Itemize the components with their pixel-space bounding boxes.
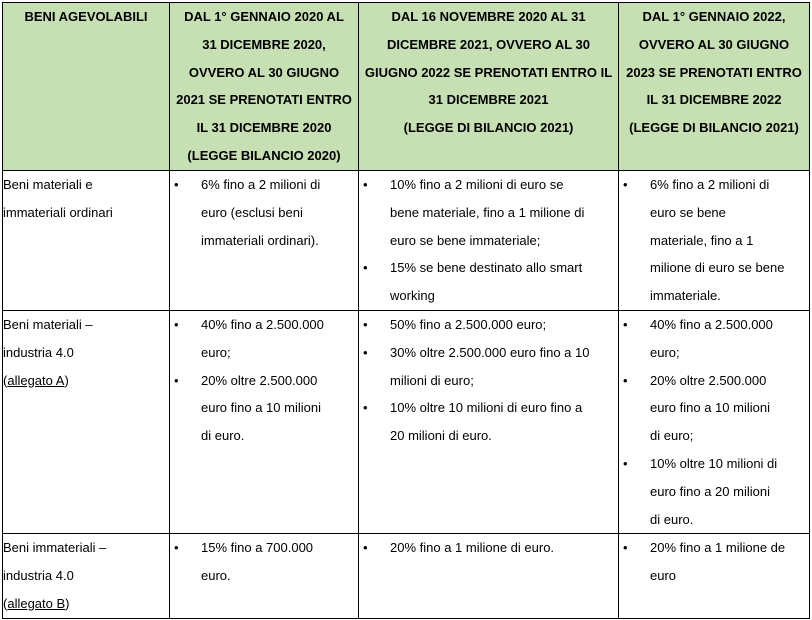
text-line: immateriali ordinari). [201, 232, 319, 248]
text-line: euro fino a 20 milioni [650, 483, 770, 499]
text-line: DAL 1° GENNAIO 2022, [642, 9, 786, 24]
text-line: Beni immateriali – [3, 540, 107, 556]
text-line: di euro. [201, 428, 245, 444]
text-line: DAL 1° GENNAIO 2020 AL [184, 9, 344, 24]
bullet-list [170, 534, 358, 590]
text-line: 6% fino a 2 milioni di [201, 177, 321, 192]
text-line: di euro; [650, 428, 694, 444]
text-line: euro fino a 10 milioni [201, 400, 321, 416]
incentives-table [2, 2, 810, 619]
bullet-list [359, 311, 618, 450]
allegato-link[interactable]: allegato B [7, 595, 66, 611]
text-line: 31 DICEMBRE 2020, [202, 36, 326, 52]
bullet-list [619, 534, 809, 590]
text-line: 10% oltre 10 milioni di [650, 455, 778, 471]
text-line: (LEGGE BILANCIO 2020) [187, 147, 341, 163]
cell-ordinari-2020 [170, 171, 359, 311]
cell-ordinari-2022 [619, 171, 810, 311]
bullet-item [170, 311, 358, 367]
text-line: industria 4.0 [3, 568, 74, 584]
bullet-item [619, 450, 809, 533]
bullet-item [359, 254, 618, 310]
cell-materiali-2021 [359, 310, 619, 533]
bullet-list [359, 534, 618, 562]
bullet-item [619, 311, 809, 367]
bullet-item [359, 171, 618, 254]
text-line: (LEGGE DI BILANCIO 2021) [629, 120, 799, 136]
header-row [3, 3, 810, 171]
text-line: immateriale. [650, 288, 721, 304]
text-line: milioni di euro; [390, 372, 474, 388]
text-line: 15% fino a 700.000 [201, 540, 314, 556]
row-label-immateriali-4-0 [3, 534, 170, 618]
text-line: 6% fino a 2 milioni di [650, 177, 770, 192]
text-line: Beni materiali – [3, 316, 93, 332]
text-line: euro [650, 568, 677, 584]
text-line: 10% oltre 10 milioni di euro fino a [390, 400, 583, 416]
text-line: 15% se bene destinato allo smart [390, 260, 583, 276]
text-line: 31 DICEMBRE 2021 [428, 92, 549, 108]
text-line: materiale, fino a 1 [650, 232, 754, 248]
text-line: 10% fino a 2 milioni di euro se [390, 177, 564, 192]
text-line: bene materiale, fino a 1 milione di [390, 204, 585, 220]
text-line: 20% fino a 1 milione di euro. [390, 540, 555, 556]
bullet-item [619, 171, 809, 310]
header-period-2020 [170, 3, 359, 171]
bullet-item [359, 311, 618, 339]
bullet-item [359, 394, 618, 450]
table-row [3, 171, 810, 311]
text-line: 40% fino a 2.500.000 [201, 316, 324, 332]
text-line: 2023 SE PRENOTATI ENTRO [626, 64, 802, 80]
text-line: 20% fino a 1 milione de [650, 540, 786, 556]
text-line: 20 milioni di euro. [390, 428, 492, 444]
text-line: milione di euro se bene [650, 260, 785, 276]
text-line: working [390, 288, 435, 304]
paren-open: ( [3, 372, 8, 388]
text-line: OVVERO AL 30 GIUGNO [638, 36, 790, 52]
bullet-list [359, 171, 618, 310]
allegato-link[interactable]: allegato A [7, 372, 65, 388]
bullet-item [170, 171, 358, 254]
text-line: OVVERO AL 30 GIUGNO [188, 64, 340, 80]
paren-close: ) [64, 372, 69, 388]
text-line: IL 31 DICEMBRE 2022 [646, 92, 782, 108]
text-line: immateriali ordinari [3, 204, 113, 220]
cell-immateriali-2021 [359, 534, 619, 618]
bullet-item [359, 339, 618, 395]
text-line: GIUGNO 2022 SE PRENOTATI ENTRO IL [364, 64, 613, 80]
table-row [3, 310, 810, 533]
text-line: di euro. [650, 511, 694, 527]
header-beni-agevolabili: BENI AGEVOLABILI [3, 3, 170, 171]
text-line: industria 4.0 [3, 344, 74, 360]
bullet-item [170, 367, 358, 450]
text-line: 2021 SE PRENOTATI ENTRO [176, 92, 352, 108]
text-line: euro; [201, 344, 231, 360]
text-line: euro se bene [650, 204, 726, 220]
text-line: IL 31 DICEMBRE 2020 [196, 120, 332, 136]
bullet-list [619, 311, 809, 533]
text-line: 40% fino a 2.500.000 [650, 316, 773, 332]
cell-ordinari-2021 [359, 171, 619, 311]
table-row [3, 534, 810, 618]
cell-immateriali-2020 [170, 534, 359, 618]
text-line: Beni materiali e [3, 177, 93, 192]
text-line: euro. [201, 568, 231, 584]
cell-materiali-2022 [619, 310, 810, 533]
text-line: euro; [650, 344, 680, 360]
row-label-materiali-4-0 [3, 310, 170, 533]
text-line: 30% oltre 2.500.000 euro fino a 10 [390, 344, 590, 360]
header-period-2022 [619, 3, 810, 171]
bullet-item [619, 367, 809, 450]
text-line: 50% fino a 2.500.000 euro; [390, 316, 547, 332]
text-line: DAL 16 NOVEMBRE 2020 AL 31 [391, 9, 586, 24]
bullet-item [170, 534, 358, 590]
text-line: euro se bene immateriale; [390, 232, 541, 248]
text-line: 20% oltre 2.500.000 [650, 372, 767, 388]
text-line: euro (esclusi beni [201, 204, 303, 220]
header-period-2021 [359, 3, 619, 171]
text-line: DICEMBRE 2021, OVVERO AL 30 [386, 36, 590, 52]
text-line: euro fino a 10 milioni [650, 400, 770, 416]
cell-immateriali-2022 [619, 534, 810, 618]
bullet-item [619, 534, 809, 590]
row-label-ordinari [3, 171, 170, 311]
bullet-list [170, 171, 358, 254]
bullet-item [359, 534, 618, 562]
cell-materiali-2020 [170, 310, 359, 533]
bullet-list [170, 311, 358, 450]
text-line: (LEGGE DI BILANCIO 2021) [403, 120, 574, 136]
paren-close: ) [65, 595, 70, 611]
paren-open: ( [3, 595, 8, 611]
bullet-list [619, 171, 809, 310]
text-line: 20% oltre 2.500.000 [201, 372, 318, 388]
